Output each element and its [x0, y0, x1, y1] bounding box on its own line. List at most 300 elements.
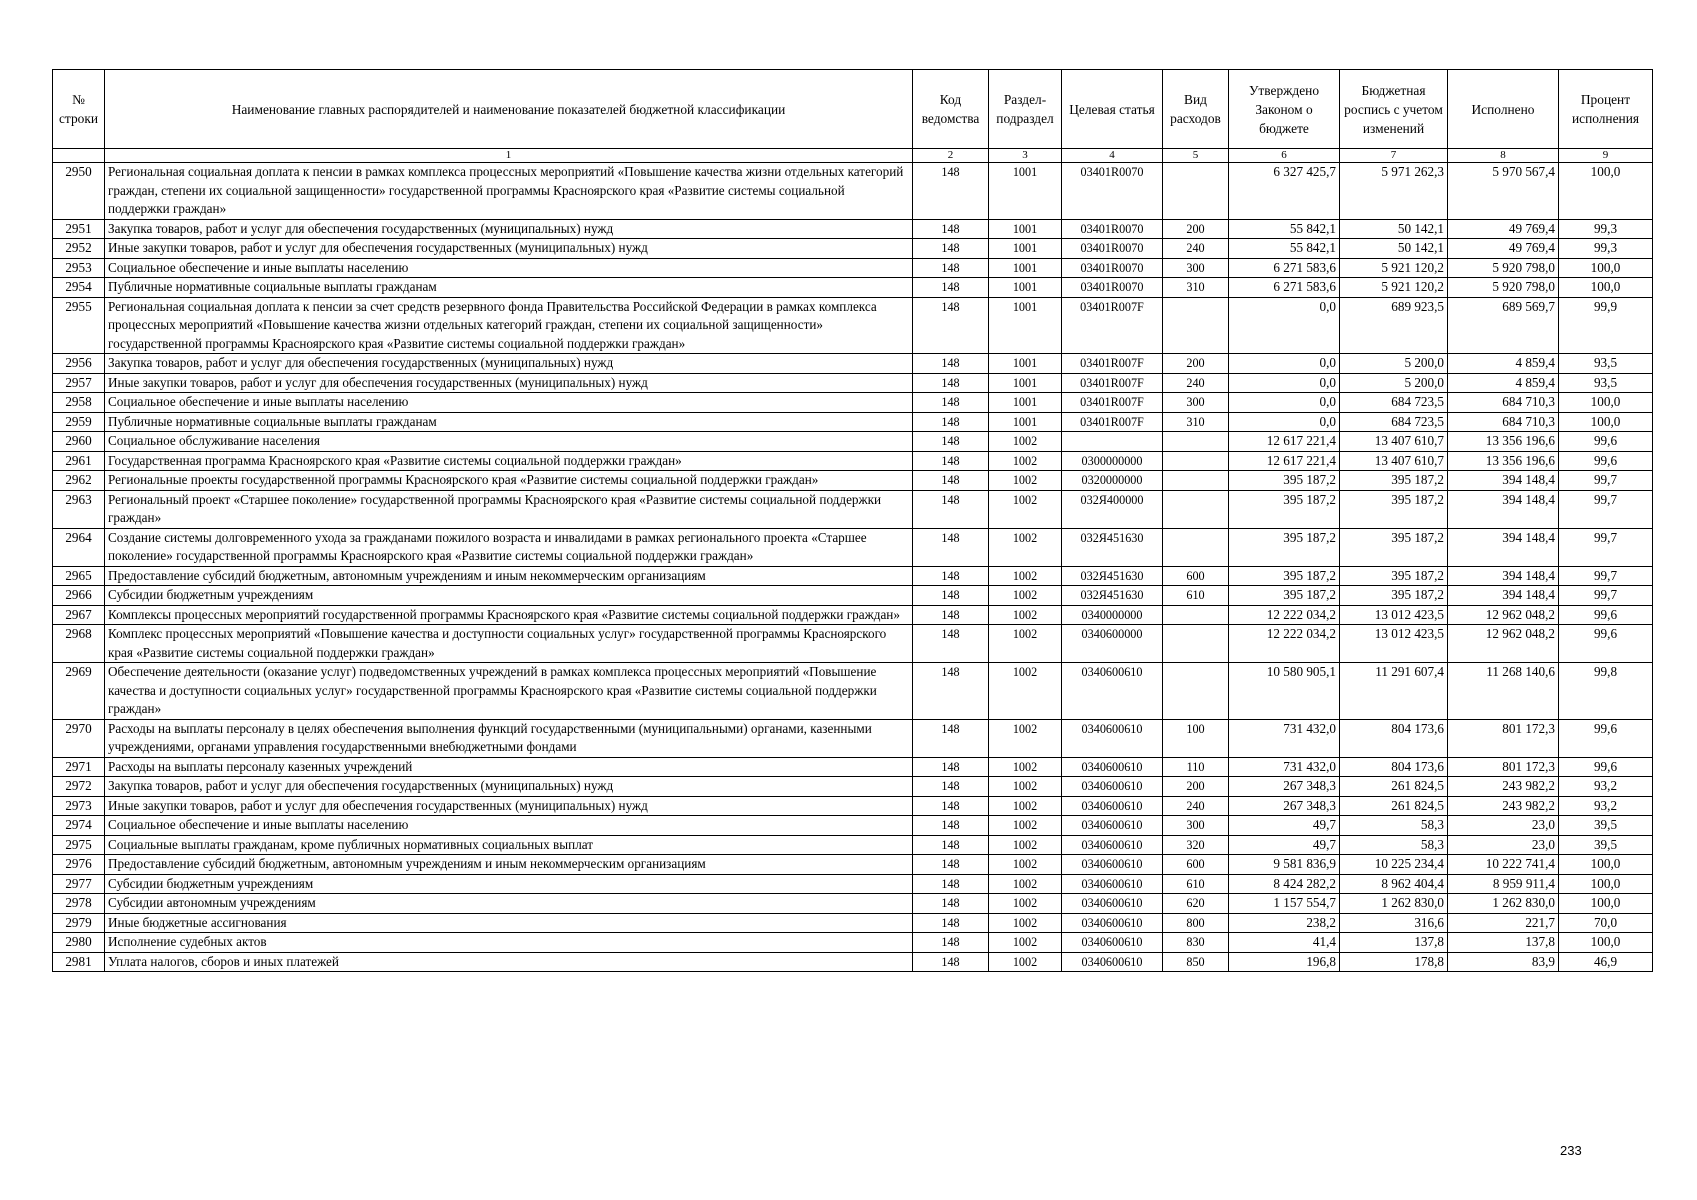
- row-number-cell: 2980: [53, 933, 105, 953]
- department-code-cell: 148: [913, 835, 989, 855]
- name-cell: Публичные нормативные социальные выплаты гражданам: [105, 278, 913, 298]
- row-number-cell: 2958: [53, 393, 105, 413]
- target-article-cell: 0340600610: [1062, 874, 1163, 894]
- name-cell: Публичные нормативные социальные выплаты гражданам: [105, 412, 913, 432]
- executed-cell: 137,8: [1448, 933, 1559, 953]
- department-code-cell: 148: [913, 586, 989, 606]
- expense-type-cell: [1163, 605, 1229, 625]
- name-cell: Расходы на выплаты персоналу казенных учреждений: [105, 757, 913, 777]
- row-number-cell: 2977: [53, 874, 105, 894]
- executed-cell: 23,0: [1448, 816, 1559, 836]
- expense-type-cell: [1163, 528, 1229, 566]
- row-number-cell: 2951: [53, 219, 105, 239]
- row-number-cell: 2962: [53, 471, 105, 491]
- percent-cell: 100,0: [1559, 933, 1653, 953]
- executed-cell: 5 920 798,0: [1448, 278, 1559, 298]
- table-row: [53, 393, 1653, 413]
- percent-cell: 100,0: [1559, 393, 1653, 413]
- target-article-cell: 032Я400000: [1062, 490, 1163, 528]
- section-cell: 1002: [989, 490, 1062, 528]
- table-row: [53, 796, 1653, 816]
- target-article-cell: 0340600610: [1062, 757, 1163, 777]
- percent-cell: 93,5: [1559, 354, 1653, 374]
- header-budget-schedule: Бюджетная роспись с учетом изменений: [1340, 70, 1448, 149]
- executed-cell: 394 148,4: [1448, 490, 1559, 528]
- column-number: 2: [913, 149, 989, 163]
- executed-cell: 12 962 048,2: [1448, 605, 1559, 625]
- table-row: [53, 239, 1653, 259]
- row-number-cell: 2950: [53, 163, 105, 220]
- target-article-cell: 03401R0070: [1062, 258, 1163, 278]
- column-number: 6: [1229, 149, 1340, 163]
- expense-type-cell: 600: [1163, 855, 1229, 875]
- table-row: [53, 625, 1653, 663]
- budget-table-sheet: [52, 69, 1652, 972]
- budget-schedule-cell: 684 723,5: [1340, 393, 1448, 413]
- percent-cell: 100,0: [1559, 894, 1653, 914]
- name-cell: Иные закупки товаров, работ и услуг для обеспечения государственных (муниципальных) нужд: [105, 239, 913, 259]
- budget-execution-table: [52, 69, 1653, 972]
- target-article-cell: 0340600610: [1062, 933, 1163, 953]
- column-number: 7: [1340, 149, 1448, 163]
- department-code-cell: 148: [913, 663, 989, 720]
- executed-cell: 23,0: [1448, 835, 1559, 855]
- approved-cell: 0,0: [1229, 412, 1340, 432]
- section-cell: 1002: [989, 451, 1062, 471]
- target-article-cell: 0340600610: [1062, 855, 1163, 875]
- expense-type-cell: [1163, 451, 1229, 471]
- row-number-cell: 2963: [53, 490, 105, 528]
- budget-schedule-cell: 13 012 423,5: [1340, 605, 1448, 625]
- target-article-cell: 0340600610: [1062, 952, 1163, 972]
- name-cell: Иные бюджетные ассигнования: [105, 913, 913, 933]
- percent-cell: 70,0: [1559, 913, 1653, 933]
- section-cell: 1001: [989, 412, 1062, 432]
- approved-cell: 10 580 905,1: [1229, 663, 1340, 720]
- executed-cell: 394 148,4: [1448, 528, 1559, 566]
- executed-cell: 1 262 830,0: [1448, 894, 1559, 914]
- budget-schedule-cell: 1 262 830,0: [1340, 894, 1448, 914]
- budget-schedule-cell: 58,3: [1340, 816, 1448, 836]
- executed-cell: 13 356 196,6: [1448, 451, 1559, 471]
- executed-cell: 394 148,4: [1448, 566, 1559, 586]
- approved-cell: 395 187,2: [1229, 528, 1340, 566]
- expense-type-cell: [1163, 432, 1229, 452]
- expense-type-cell: 310: [1163, 412, 1229, 432]
- section-cell: 1002: [989, 566, 1062, 586]
- table-row: [53, 528, 1653, 566]
- header-executed: Исполнено: [1448, 70, 1559, 149]
- target-article-cell: 0340600610: [1062, 835, 1163, 855]
- name-cell: Региональный проект «Старшее поколение» государственной программы Красноярского края «Развитие системы социальной поддержки граждан»: [105, 490, 913, 528]
- approved-cell: 0,0: [1229, 373, 1340, 393]
- expense-type-cell: [1163, 297, 1229, 354]
- target-article-cell: 0340600000: [1062, 625, 1163, 663]
- expense-type-cell: 610: [1163, 586, 1229, 606]
- name-cell: Региональная социальная доплата к пенсии в рамках комплекса процессных мероприятий «Повышение качества жизни отдельных категорий граждан, степени их социальной защищенности» государственной программы Красноярского края «Развитие системы социальной поддержки граждан»: [105, 163, 913, 220]
- row-number-cell: 2956: [53, 354, 105, 374]
- header-expense-type: Вид расходов: [1163, 70, 1229, 149]
- executed-cell: 49 769,4: [1448, 219, 1559, 239]
- table-row: [53, 163, 1653, 220]
- table-row: [53, 835, 1653, 855]
- table-row: [53, 663, 1653, 720]
- name-cell: Социальное обслуживание населения: [105, 432, 913, 452]
- name-cell: Закупка товаров, работ и услуг для обеспечения государственных (муниципальных) нужд: [105, 219, 913, 239]
- section-cell: 1002: [989, 874, 1062, 894]
- budget-schedule-cell: 58,3: [1340, 835, 1448, 855]
- header-section: Раздел-подраздел: [989, 70, 1062, 149]
- budget-schedule-cell: 5 971 262,3: [1340, 163, 1448, 220]
- table-row: [53, 719, 1653, 757]
- target-article-cell: 032Я451630: [1062, 566, 1163, 586]
- row-number-cell: 2976: [53, 855, 105, 875]
- budget-schedule-cell: 5 200,0: [1340, 373, 1448, 393]
- target-article-cell: 03401R007F: [1062, 393, 1163, 413]
- row-number-cell: 2981: [53, 952, 105, 972]
- table-row: [53, 373, 1653, 393]
- section-cell: 1002: [989, 605, 1062, 625]
- budget-schedule-cell: 395 187,2: [1340, 566, 1448, 586]
- section-cell: 1002: [989, 625, 1062, 663]
- expense-type-cell: [1163, 490, 1229, 528]
- target-article-cell: 0340600610: [1062, 777, 1163, 797]
- section-cell: 1002: [989, 913, 1062, 933]
- target-article-cell: 03401R0070: [1062, 163, 1163, 220]
- section-cell: 1002: [989, 528, 1062, 566]
- table-row: [53, 586, 1653, 606]
- budget-schedule-cell: 316,6: [1340, 913, 1448, 933]
- executed-cell: 801 172,3: [1448, 719, 1559, 757]
- percent-cell: 100,0: [1559, 855, 1653, 875]
- section-cell: 1002: [989, 719, 1062, 757]
- expense-type-cell: 300: [1163, 393, 1229, 413]
- executed-cell: 5 970 567,4: [1448, 163, 1559, 220]
- department-code-cell: 148: [913, 816, 989, 836]
- approved-cell: 49,7: [1229, 835, 1340, 855]
- expense-type-cell: 240: [1163, 373, 1229, 393]
- department-code-cell: 148: [913, 796, 989, 816]
- percent-cell: 99,8: [1559, 663, 1653, 720]
- expense-type-cell: 300: [1163, 258, 1229, 278]
- name-cell: Уплата налогов, сборов и иных платежей: [105, 952, 913, 972]
- section-cell: 1002: [989, 586, 1062, 606]
- table-row: [53, 471, 1653, 491]
- department-code-cell: 148: [913, 471, 989, 491]
- budget-schedule-cell: 261 824,5: [1340, 777, 1448, 797]
- department-code-cell: 148: [913, 239, 989, 259]
- approved-cell: 1 157 554,7: [1229, 894, 1340, 914]
- row-number-cell: 2974: [53, 816, 105, 836]
- table-row: [53, 412, 1653, 432]
- section-cell: 1001: [989, 219, 1062, 239]
- percent-cell: 99,6: [1559, 451, 1653, 471]
- budget-schedule-cell: 395 187,2: [1340, 528, 1448, 566]
- department-code-cell: 148: [913, 566, 989, 586]
- department-code-cell: 148: [913, 894, 989, 914]
- department-code-cell: 148: [913, 490, 989, 528]
- table-row: [53, 490, 1653, 528]
- section-cell: 1002: [989, 816, 1062, 836]
- row-number-cell: 2966: [53, 586, 105, 606]
- expense-type-cell: 610: [1163, 874, 1229, 894]
- executed-cell: 221,7: [1448, 913, 1559, 933]
- section-cell: 1002: [989, 855, 1062, 875]
- budget-schedule-cell: 804 173,6: [1340, 757, 1448, 777]
- row-number-cell: 2968: [53, 625, 105, 663]
- executed-cell: 243 982,2: [1448, 796, 1559, 816]
- table-row: [53, 913, 1653, 933]
- section-cell: 1001: [989, 163, 1062, 220]
- approved-cell: 55 842,1: [1229, 219, 1340, 239]
- row-number-cell: 2959: [53, 412, 105, 432]
- percent-cell: 100,0: [1559, 163, 1653, 220]
- approved-cell: 267 348,3: [1229, 777, 1340, 797]
- table-row: [53, 816, 1653, 836]
- percent-cell: 100,0: [1559, 258, 1653, 278]
- table-row: [53, 219, 1653, 239]
- section-cell: 1002: [989, 796, 1062, 816]
- department-code-cell: 148: [913, 258, 989, 278]
- name-cell: Создание системы долговременного ухода за гражданами пожилого возраста и инвалидами в рамках регионального проекта «Старшее поколение» государственной программы Красноярского края «Развитие системы социальной поддержки граждан»: [105, 528, 913, 566]
- executed-cell: 10 222 741,4: [1448, 855, 1559, 875]
- budget-schedule-cell: 5 200,0: [1340, 354, 1448, 374]
- section-cell: 1002: [989, 471, 1062, 491]
- approved-cell: 12 617 221,4: [1229, 432, 1340, 452]
- page-number: 233: [1560, 1143, 1582, 1158]
- target-article-cell: 032Я451630: [1062, 528, 1163, 566]
- executed-cell: 689 569,7: [1448, 297, 1559, 354]
- section-cell: 1001: [989, 373, 1062, 393]
- percent-cell: 99,6: [1559, 719, 1653, 757]
- column-number: [53, 149, 105, 163]
- approved-cell: 49,7: [1229, 816, 1340, 836]
- executed-cell: 394 148,4: [1448, 586, 1559, 606]
- budget-schedule-cell: 10 225 234,4: [1340, 855, 1448, 875]
- department-code-cell: 148: [913, 777, 989, 797]
- name-cell: Предоставление субсидий бюджетным, автономным учреждениям и иным некоммерческим организациям: [105, 855, 913, 875]
- section-cell: 1002: [989, 663, 1062, 720]
- section-cell: 1002: [989, 933, 1062, 953]
- target-article-cell: 0320000000: [1062, 471, 1163, 491]
- budget-schedule-cell: 137,8: [1340, 933, 1448, 953]
- table-row: [53, 933, 1653, 953]
- section-cell: 1001: [989, 239, 1062, 259]
- table-row: [53, 278, 1653, 298]
- target-article-cell: [1062, 432, 1163, 452]
- percent-cell: 99,3: [1559, 239, 1653, 259]
- name-cell: Региональные проекты государственной программы Красноярского края «Развитие системы социальной поддержки граждан»: [105, 471, 913, 491]
- table-row: [53, 894, 1653, 914]
- row-number-cell: 2972: [53, 777, 105, 797]
- executed-cell: 394 148,4: [1448, 471, 1559, 491]
- budget-schedule-cell: 395 187,2: [1340, 490, 1448, 528]
- column-number: 9: [1559, 149, 1653, 163]
- approved-cell: 0,0: [1229, 354, 1340, 374]
- department-code-cell: 148: [913, 933, 989, 953]
- row-number-cell: 2964: [53, 528, 105, 566]
- approved-cell: 12 617 221,4: [1229, 451, 1340, 471]
- expense-type-cell: 600: [1163, 566, 1229, 586]
- department-code-cell: 148: [913, 297, 989, 354]
- approved-cell: 0,0: [1229, 393, 1340, 413]
- department-code-cell: 148: [913, 163, 989, 220]
- expense-type-cell: 300: [1163, 816, 1229, 836]
- target-article-cell: 0340600610: [1062, 816, 1163, 836]
- percent-cell: 99,7: [1559, 586, 1653, 606]
- approved-cell: 55 842,1: [1229, 239, 1340, 259]
- section-cell: 1002: [989, 757, 1062, 777]
- section-cell: 1002: [989, 894, 1062, 914]
- name-cell: Региональная социальная доплата к пенсии за счет средств резервного фонда Правительства Российской Федерации в рамках комплекса процессных мероприятий «Повышение качества жизни отдельных категорий граждан, степени их социальной защищенности» государственной программы Красноярского края «Развитие системы социальной поддержки граждан»: [105, 297, 913, 354]
- executed-cell: 49 769,4: [1448, 239, 1559, 259]
- expense-type-cell: 620: [1163, 894, 1229, 914]
- table-row: [53, 952, 1653, 972]
- table-row: [53, 432, 1653, 452]
- expense-type-cell: [1163, 163, 1229, 220]
- department-code-cell: 148: [913, 354, 989, 374]
- percent-cell: 93,2: [1559, 796, 1653, 816]
- row-number-cell: 2978: [53, 894, 105, 914]
- expense-type-cell: 240: [1163, 796, 1229, 816]
- name-cell: Комплексы процессных мероприятий государственной программы Красноярского края «Развитие системы социальной поддержки граждан»: [105, 605, 913, 625]
- name-cell: Государственная программа Красноярского края «Развитие системы социальной поддержки граждан»: [105, 451, 913, 471]
- expense-type-cell: 100: [1163, 719, 1229, 757]
- name-cell: Предоставление субсидий бюджетным, автономным учреждениям и иным некоммерческим организациям: [105, 566, 913, 586]
- section-cell: 1002: [989, 777, 1062, 797]
- row-number-cell: 2969: [53, 663, 105, 720]
- table-row: [53, 777, 1653, 797]
- budget-schedule-cell: 689 923,5: [1340, 297, 1448, 354]
- name-cell: Закупка товаров, работ и услуг для обеспечения государственных (муниципальных) нужд: [105, 354, 913, 374]
- header-approved: Утверждено Законом о бюджете: [1229, 70, 1340, 149]
- budget-schedule-cell: 804 173,6: [1340, 719, 1448, 757]
- executed-cell: 4 859,4: [1448, 354, 1559, 374]
- approved-cell: 6 327 425,7: [1229, 163, 1340, 220]
- budget-schedule-cell: 50 142,1: [1340, 219, 1448, 239]
- approved-cell: 395 187,2: [1229, 471, 1340, 491]
- section-cell: 1001: [989, 278, 1062, 298]
- row-number-cell: 2975: [53, 835, 105, 855]
- section-cell: 1002: [989, 835, 1062, 855]
- budget-schedule-cell: 261 824,5: [1340, 796, 1448, 816]
- percent-cell: 99,7: [1559, 566, 1653, 586]
- expense-type-cell: 850: [1163, 952, 1229, 972]
- name-cell: Исполнение судебных актов: [105, 933, 913, 953]
- header-name: Наименование главных распорядителей и наименование показателей бюджетной классификации: [105, 70, 913, 149]
- table-row: [53, 566, 1653, 586]
- budget-schedule-cell: 5 921 120,2: [1340, 278, 1448, 298]
- budget-schedule-cell: 395 187,2: [1340, 586, 1448, 606]
- target-article-cell: 0340600610: [1062, 663, 1163, 720]
- executed-cell: 83,9: [1448, 952, 1559, 972]
- row-number-cell: 2955: [53, 297, 105, 354]
- expense-type-cell: 320: [1163, 835, 1229, 855]
- section-cell: 1001: [989, 297, 1062, 354]
- name-cell: Расходы на выплаты персоналу в целях обеспечения выполнения функций государственными (муниципальными) органами, казенными учреждениями, органами управления государственными внебюджетными фондами: [105, 719, 913, 757]
- approved-cell: 9 581 836,9: [1229, 855, 1340, 875]
- expense-type-cell: 240: [1163, 239, 1229, 259]
- department-code-cell: 148: [913, 605, 989, 625]
- header-row-number: № строки: [53, 70, 105, 149]
- target-article-cell: 03401R007F: [1062, 297, 1163, 354]
- expense-type-cell: 110: [1163, 757, 1229, 777]
- percent-cell: 99,7: [1559, 528, 1653, 566]
- expense-type-cell: 200: [1163, 354, 1229, 374]
- name-cell: Субсидии автономным учреждениям: [105, 894, 913, 914]
- department-code-cell: 148: [913, 432, 989, 452]
- target-article-cell: 03401R007F: [1062, 354, 1163, 374]
- target-article-cell: 03401R007F: [1062, 412, 1163, 432]
- expense-type-cell: 310: [1163, 278, 1229, 298]
- budget-schedule-cell: 8 962 404,4: [1340, 874, 1448, 894]
- name-cell: Субсидии бюджетным учреждениям: [105, 874, 913, 894]
- target-article-cell: 03401R0070: [1062, 219, 1163, 239]
- name-cell: Обеспечение деятельности (оказание услуг) подведомственных учреждений в рамках комплекса процессных мероприятий «Повышение качества и доступности социальных услуг» государственной программы Красноярского края «Развитие системы социальной поддержки граждан»: [105, 663, 913, 720]
- department-code-cell: 148: [913, 412, 989, 432]
- target-article-cell: 03401R0070: [1062, 239, 1163, 259]
- department-code-cell: 148: [913, 757, 989, 777]
- table-row: [53, 855, 1653, 875]
- target-article-cell: 0340600610: [1062, 913, 1163, 933]
- department-code-cell: 148: [913, 278, 989, 298]
- approved-cell: 0,0: [1229, 297, 1340, 354]
- target-article-cell: 0340000000: [1062, 605, 1163, 625]
- approved-cell: 238,2: [1229, 913, 1340, 933]
- budget-schedule-cell: 395 187,2: [1340, 471, 1448, 491]
- row-number-cell: 2973: [53, 796, 105, 816]
- target-article-cell: 0340600610: [1062, 719, 1163, 757]
- budget-schedule-cell: 5 921 120,2: [1340, 258, 1448, 278]
- section-cell: 1001: [989, 258, 1062, 278]
- percent-cell: 93,5: [1559, 373, 1653, 393]
- section-cell: 1002: [989, 432, 1062, 452]
- executed-cell: 684 710,3: [1448, 393, 1559, 413]
- row-number-cell: 2979: [53, 913, 105, 933]
- column-number: 4: [1062, 149, 1163, 163]
- name-cell: Комплекс процессных мероприятий «Повышение качества и доступности социальных услуг» государственной программы Красноярского края «Развитие системы социальной поддержки граждан»: [105, 625, 913, 663]
- budget-schedule-cell: 13 407 610,7: [1340, 432, 1448, 452]
- department-code-cell: 148: [913, 855, 989, 875]
- row-number-cell: 2952: [53, 239, 105, 259]
- approved-cell: 12 222 034,2: [1229, 605, 1340, 625]
- column-number: 1: [105, 149, 913, 163]
- percent-cell: 99,6: [1559, 432, 1653, 452]
- target-article-cell: 03401R007F: [1062, 373, 1163, 393]
- approved-cell: 6 271 583,6: [1229, 258, 1340, 278]
- column-number: 3: [989, 149, 1062, 163]
- budget-schedule-cell: 50 142,1: [1340, 239, 1448, 259]
- percent-cell: 99,6: [1559, 605, 1653, 625]
- budget-schedule-cell: 13 012 423,5: [1340, 625, 1448, 663]
- executed-cell: 12 962 048,2: [1448, 625, 1559, 663]
- header-department-code: Код ведомства: [913, 70, 989, 149]
- table-row: [53, 354, 1653, 374]
- header-target-article: Целевая статья: [1062, 70, 1163, 149]
- row-number-cell: 2954: [53, 278, 105, 298]
- approved-cell: 8 424 282,2: [1229, 874, 1340, 894]
- department-code-cell: 148: [913, 373, 989, 393]
- table-row: [53, 451, 1653, 471]
- name-cell: Социальное обеспечение и иные выплаты населению: [105, 816, 913, 836]
- name-cell: Социальные выплаты гражданам, кроме публичных нормативных социальных выплат: [105, 835, 913, 855]
- percent-cell: 100,0: [1559, 874, 1653, 894]
- percent-cell: 100,0: [1559, 278, 1653, 298]
- expense-type-cell: 830: [1163, 933, 1229, 953]
- expense-type-cell: [1163, 625, 1229, 663]
- department-code-cell: 148: [913, 451, 989, 471]
- approved-cell: 6 271 583,6: [1229, 278, 1340, 298]
